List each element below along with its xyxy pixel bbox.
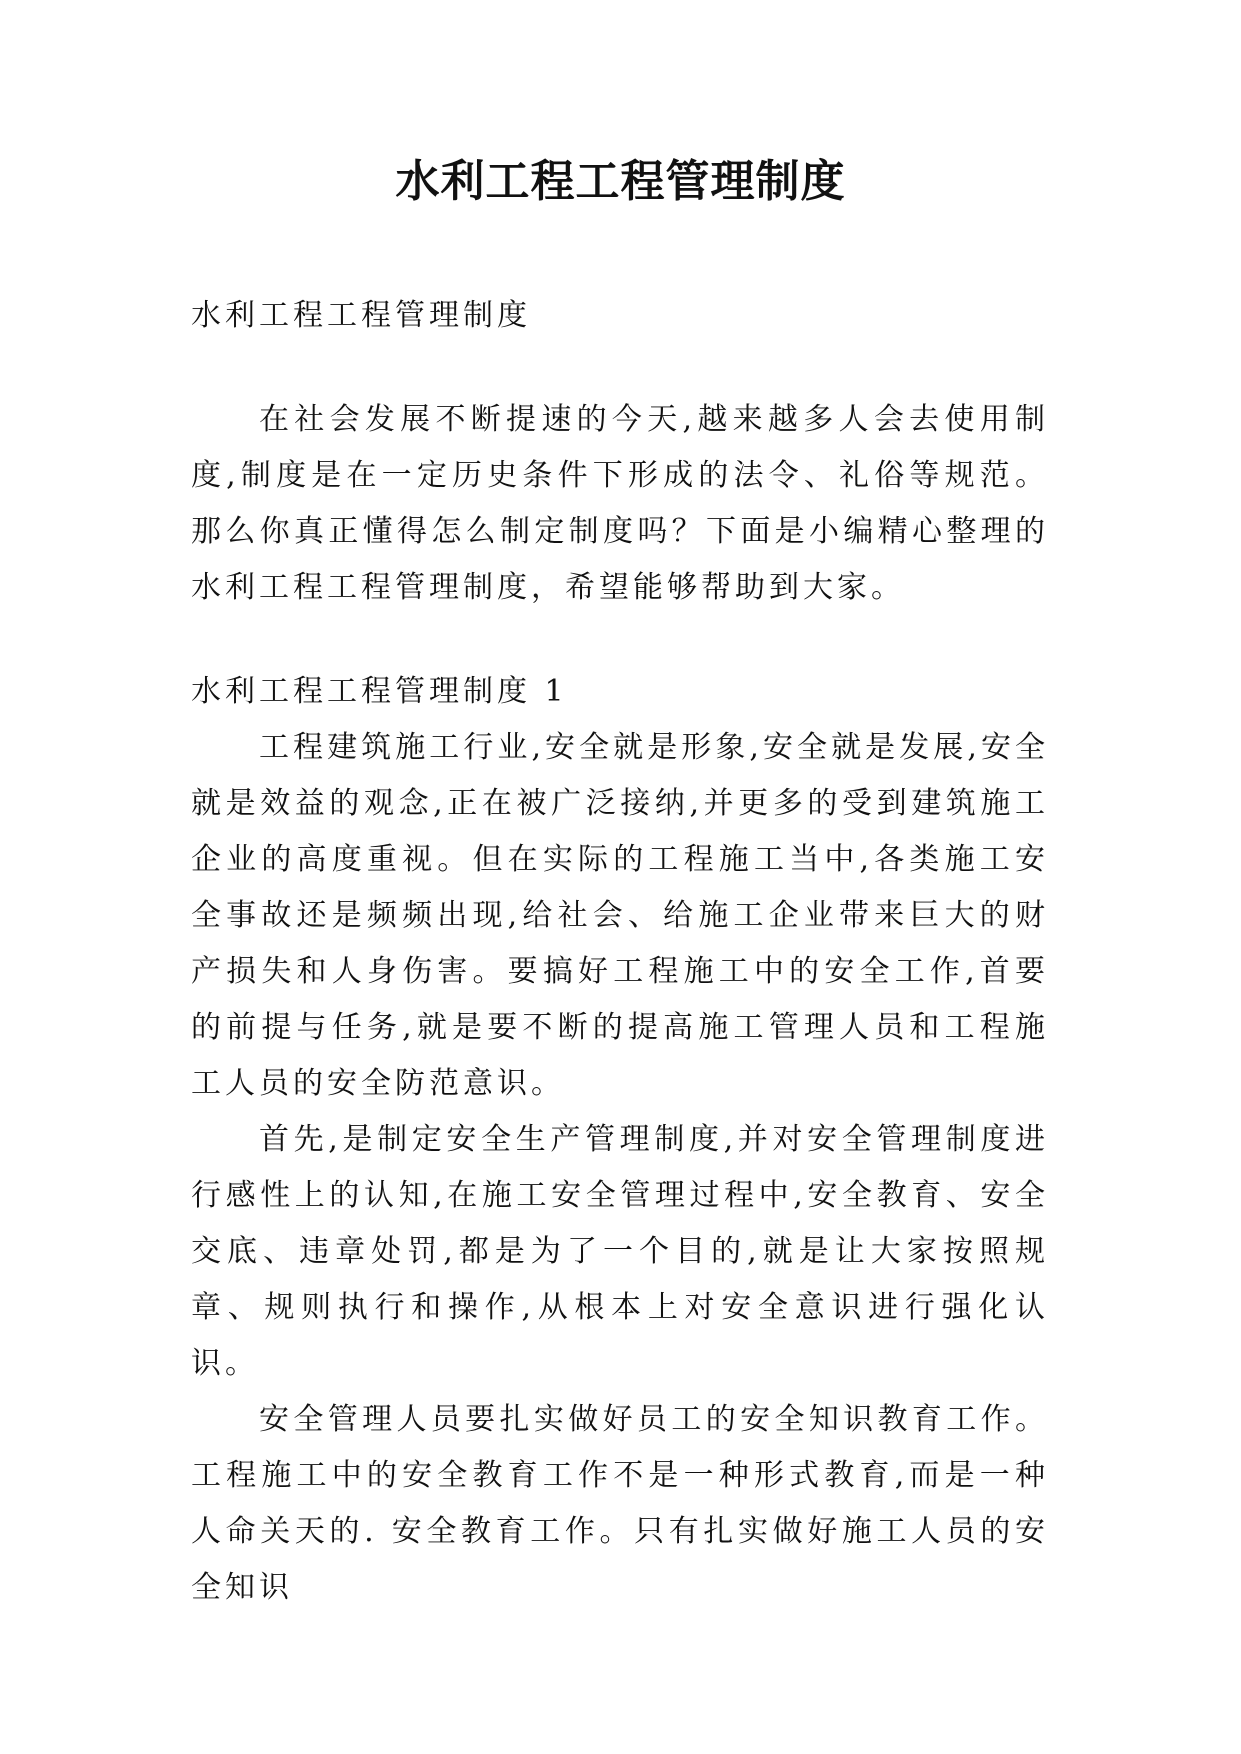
document-body (191, 288, 1049, 1616)
body-paragraph-1: 工程建筑施工行业,安全就是形象,安全就是发展,安全就是效益的观念,正在被广泛接纳,并更多的受到建筑施工企业的高度重视。但在实际的工程施工当中,各类施工安全事故还是频频出现,给社会、给施工企业带来巨大的财产损失和人身伤害。要搞好工程施工中的安全工作,首要的前提与任务,就是要不断的提高施工管理人员和工程施工人员的安全防范意识。 (191, 730, 1049, 1101)
section-heading: 水利工程工程管理制度 1 (191, 674, 568, 709)
body-paragraph-3: 安全管理人员要扎实做好员工的安全知识教育工作。工程施工中的安全教育工作不是一种形式教育,而是一种人命关天的. 安全教育工作。只有扎实做好施工人员的安全知识 (191, 1402, 1049, 1605)
body-paragraph-2: 首先,是制定安全生产管理制度,并对安全管理制度进行感性上的认知,在施工安全管理过程中,安全教育、安全交底、违章处罚,都是为了一个目的,就是让大家按照规章、规则执行和操作,从根本上对安全意识进行强化认识。 (191, 1122, 1049, 1381)
document-subtitle: 水利工程工程管理制度 (191, 298, 531, 333)
document-title: 水利工程工程管理制度 (395, 156, 846, 207)
intro-paragraph: 在社会发展不断提速的今天,越来越多人会去使用制度,制度是在一定历史条件下形成的法令、礼俗等规范。那么你真正懂得怎么制定制度吗？下面是小编精心整理的水利工程工程管理制度，希望能够帮助到大家。 (191, 402, 1049, 605)
